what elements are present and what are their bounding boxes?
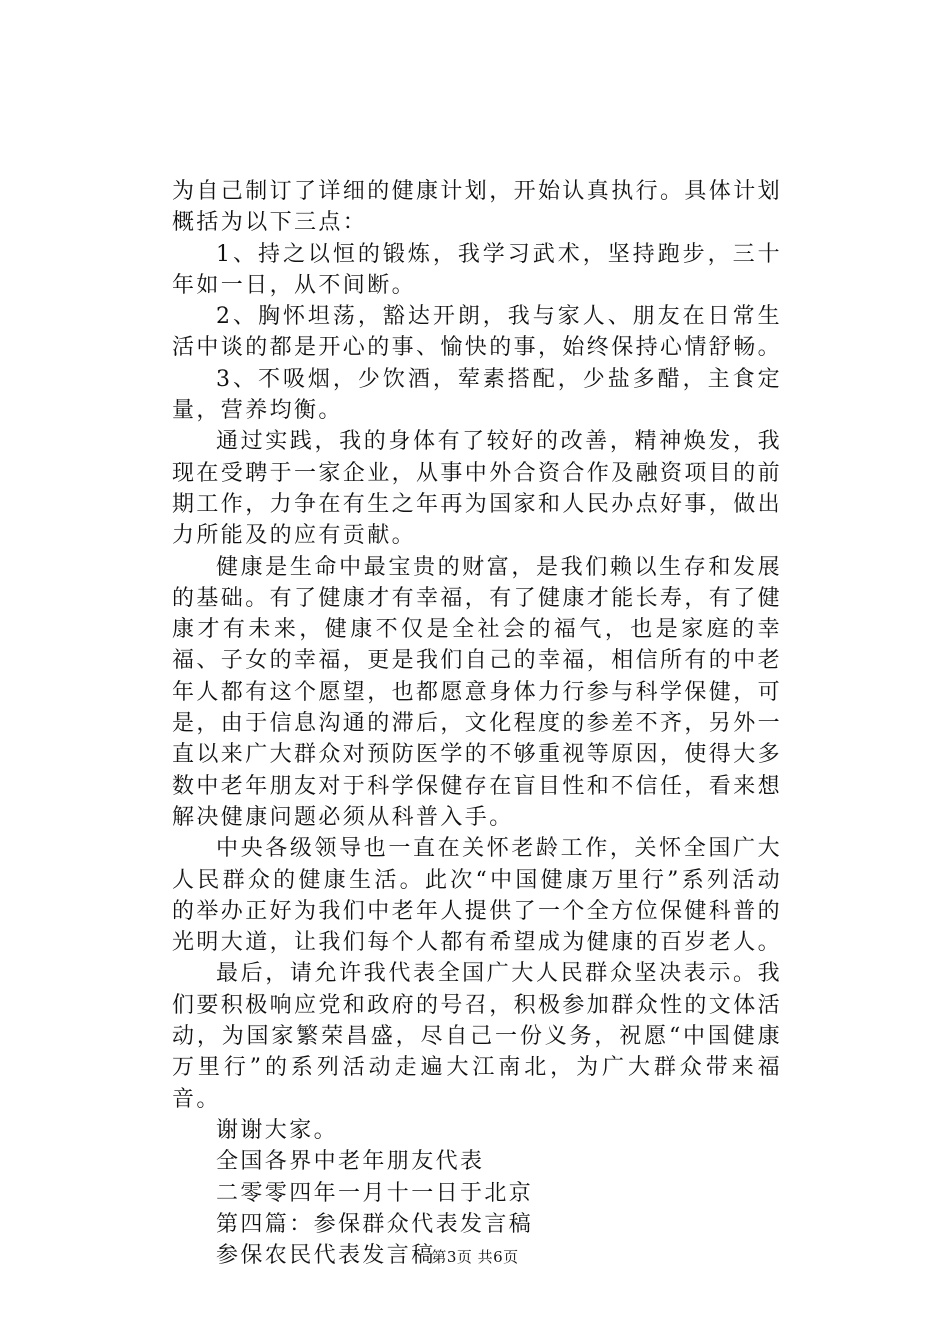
page-number-footer: 第3页 共6页	[431, 1248, 519, 1266]
paragraph-health-wealth: 健康是生命中最宝贵的财富，是我们赖以生存和发展的基础。有了健康才有幸福，有了健康才能长寿，有了健康才有未来，健康不仅是全社会的福气，也是家庭的幸福、子女的幸福，更是我们自己的幸福，相信所有的中老年人都有这个愿望，也都愿意身体力行参与科学保健，可是，由于信息沟通的滞后，文化程度的参差不齐，另外一直以来广大群众对预防医学的不够重视等原因，使得大多数中老年朋友对于科学保健存在盲目性和不信任，看来想解决健康问题必须从科普入手。	[172, 554, 783, 830]
section-heading: 第四篇：参保群众代表发言稿	[216, 1211, 534, 1237]
signature-date: 二零零四年一月十一日于北京	[216, 1180, 534, 1206]
paragraph-closing: 最后，请允许我代表全国广大人民群众坚决表示。我们要积极响应党和政府的号召，积极参加群众性的文体活动，为国家繁荣昌盛，尽自己一份义务，祝愿“中国健康万里行”的系列活动走遍大江南北，为广大群众带来福音。	[172, 961, 783, 1112]
document-body	[172, 176, 782, 1271]
paragraph-practice: 通过实践，我的身体有了较好的改善，精神焕发，我现在受聘于一家企业，从事中外合资合作及融资项目的前期工作，力争在有生之年再为国家和人民办点好事，做出力所能及的应有贡献。	[172, 429, 783, 549]
section-subheading: 参保农民代表发言稿	[216, 1243, 436, 1269]
paragraph-plan-item-2: 2、胸怀坦荡，豁达开朗，我与家人、朋友在日常生活中谈的都是开心的事、愉快的事，始终保持心情舒畅。	[172, 304, 783, 361]
paragraph-plan-item-3: 3、不吸烟，少饮酒，荤素搭配，少盐多醋，主食定量，营养均衡。	[172, 366, 782, 424]
paragraph-central-leaders: 中央各级领导也一直在关怀老龄工作，关怀全国广大人民群众的健康生活。此次“中国健康万里行”系列活动的举办正好为我们中老年人提供了一个全方位保健科普的光明大道，让我们每个人都有希望成为健康的百岁老人。	[172, 836, 783, 956]
paragraph-thanks: 谢谢大家。	[216, 1117, 339, 1143]
paragraph-continuation: 为自己制订了详细的健康计划，开始认真执行。具体计划概括为以下三点：	[172, 179, 783, 236]
signature-representative: 全国各界中老年朋友代表	[216, 1149, 485, 1175]
paragraph-plan-item-1: 1、持之以恒的锻炼，我学习武术，坚持跑步，三十年如一日，从不间断。	[172, 241, 782, 298]
